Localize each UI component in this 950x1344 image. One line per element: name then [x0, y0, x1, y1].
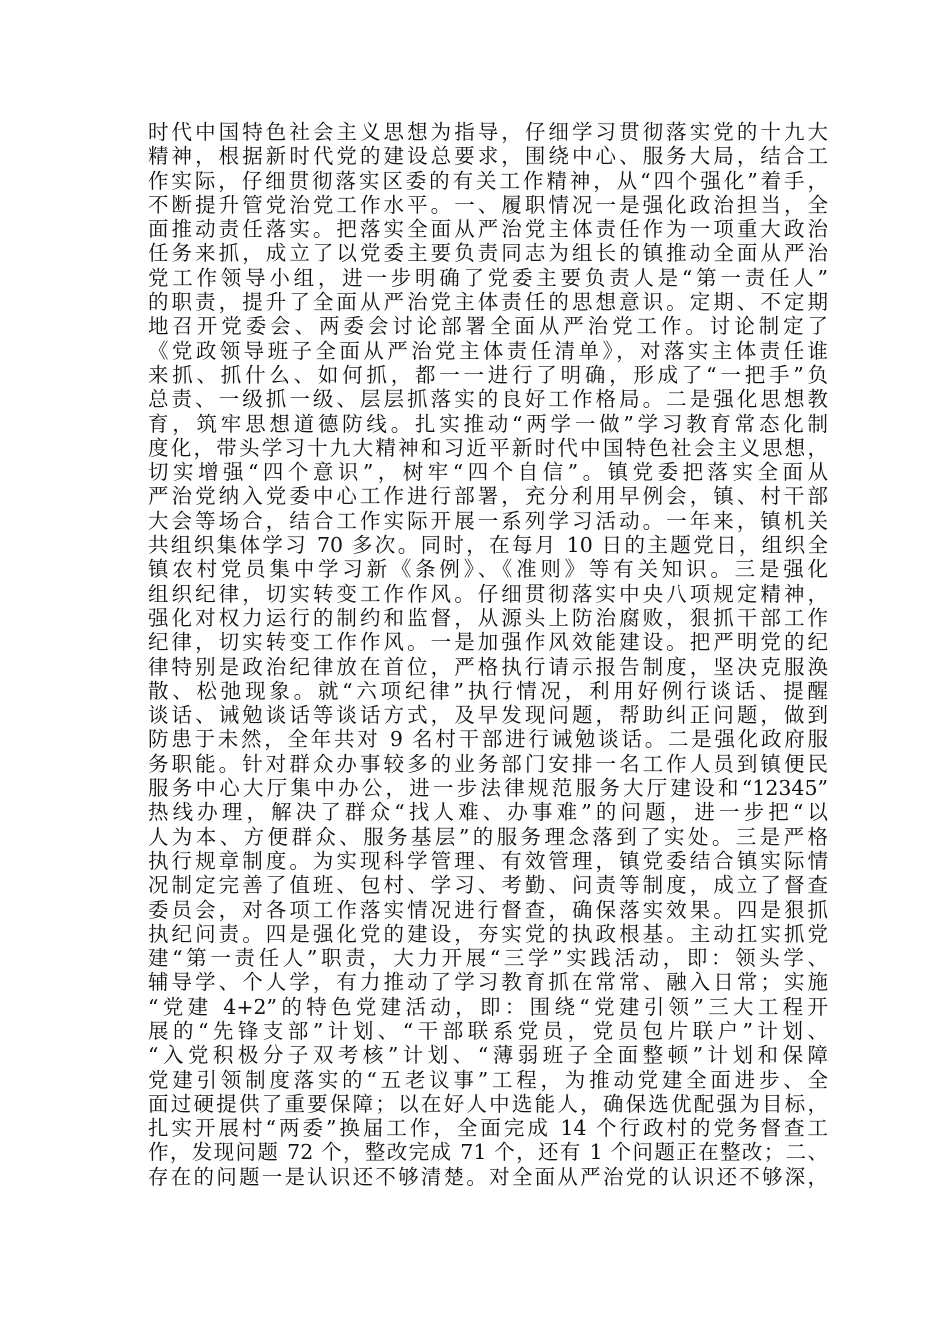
text-line: 大会等场合，结合工作实际开展一系列学习活动。一年来，镇机关	[148, 508, 828, 533]
text-line: 党建引领制度落实的“五老议事”工程，为推动党建全面进步、全	[148, 1067, 828, 1092]
text-line: 地召开党委会、两委会讨论部署全面从严治党工作。讨论制定了	[148, 314, 828, 339]
text-line: 度化，带头学习十九大精神和习近平新时代中国特色社会主义思想，	[148, 435, 828, 460]
text-line: 律特别是政治纪律放在首位，严格执行请示报告制度，坚决克服涣	[148, 654, 828, 679]
text-line: 务职能。针对群众办事较多的业务部门安排一名工作人员到镇便民	[148, 751, 828, 776]
text-line: 执行规章制度。为实现科学管理、有效管理，镇党委结合镇实际情	[148, 848, 828, 873]
text-line: 面过硬提供了重要保障；以在好人中选能人，确保选优配强为目标，	[148, 1091, 828, 1116]
text-line: 的职责，提升了全面从严治党主体责任的思想意识。定期、不定期	[148, 290, 828, 315]
text-line: 执纪问责。四是强化党的建设，夯实党的执政根基。主动扛实抓党	[148, 921, 828, 946]
text-line: 育，筑牢思想道德防线。扎实推动“两学一做”学习教育常态化制	[148, 411, 828, 436]
text-line: 党工作领导小组，进一步明确了党委主要负责人是“第一责任人”	[148, 265, 828, 290]
text-line: 况制定完善了值班、包村、学习、考勤、问责等制度，成立了督查	[148, 873, 828, 898]
text-line: 不断提升管党治党工作水平。一、履职情况一是强化政治担当，全	[148, 192, 828, 217]
text-line: 任务来抓，成立了以党委主要负责同志为组长的镇推动全面从严治	[148, 241, 828, 266]
text-line: 展的“先锋支部”计划、“干部联系党员，党员包片联户”计划、	[148, 1018, 828, 1043]
text-line: 共组织集体学习 70 多次。同时，在每月 10 日的主题党日，组织全	[148, 533, 828, 558]
text-line: 委员会，对各项工作落实情况进行督查，确保落实效果。四是狠抓	[148, 897, 828, 922]
text-line: 纪律，切实转变工作作风。一是加强作风效能建设。把严明党的纪	[148, 630, 828, 655]
text-line: 《党政领导班子全面从严治党主体责任清单》，对落实主体责任谁	[148, 338, 828, 363]
text-line: 时代中国特色社会主义思想为指导，仔细学习贯彻落实党的十九大	[148, 120, 828, 144]
text-line: 强化对权力运行的制约和监督，从源头上防治腐败，狠抓干部工作	[148, 605, 828, 630]
text-line: 存在的问题一是认识还不够清楚。对全面从严治党的认识还不够深，	[148, 1164, 828, 1189]
text-line: 作实际，仔细贯彻落实区委的有关工作精神，从“四个强化”着手，	[148, 168, 828, 193]
text-line: 热线办理，解决了群众“找人难、办事难”的问题，进一步把“以	[148, 800, 828, 825]
text-line: 组织纪律，切实转变工作作风。仔细贯彻落实中央八项规定精神，	[148, 581, 828, 606]
text-line: 精神，根据新时代党的建设总要求，围绕中心、服务大局，结合工	[148, 144, 828, 169]
text-line: 来抓、抓什么、如何抓，都一一进行了明确，形成了“一把手”负	[148, 362, 828, 387]
text-line: 建“第一责任人”职责，大力开展“三学”实践活动，即：领头学、	[148, 946, 828, 971]
text-line: 服务中心大厅集中办公，进一步法律规范服务大厅建设和“12345”	[148, 776, 828, 801]
text-line: 扎实开展村“两委”换届工作，全面完成 14 个行政村的党务督查工	[148, 1116, 828, 1141]
text-line: 人为本、方便群众、服务基层”的服务理念落到了实处。三是严格	[148, 824, 828, 849]
text-line: 镇农村党员集中学习新《条例》、《准则》等有关知识。三是强化	[148, 557, 828, 582]
text-line: 面推动责任落实。把落实全面从严治党主体责任作为一项重大政治	[148, 217, 828, 242]
text-line: 辅导学、个人学，有力推动了学习教育抓在常常、融入日常；实施	[148, 970, 828, 995]
text-line: 作，发现问题 72 个，整改完成 71 个，还有 1 个问题正在整改；二、	[148, 1140, 828, 1165]
text-line: “入党积极分子双考核”计划、“薄弱班子全面整顿”计划和保障	[148, 1043, 828, 1068]
text-line: 防患于未然，全年共对 9 名村干部进行诫勉谈话。二是强化政府服	[148, 727, 828, 752]
body-text	[148, 120, 828, 1189]
text-line: 严治党纳入党委中心工作进行部署，充分利用早例会，镇、村干部	[148, 484, 828, 509]
text-line: 散、松弛现象。就“六项纪律”执行情况，利用好例行谈话、提醒	[148, 678, 828, 703]
text-line: 切实增强“四个意识”，树牢“四个自信”。镇党委把落实全面从	[148, 460, 828, 485]
text-line: “党建 4+2”的特色党建活动，即：围绕“党建引领”三大工程开	[148, 994, 828, 1019]
text-line: 总责、一级抓一级、层层抓落实的良好工作格局。二是强化思想教	[148, 387, 828, 412]
text-line: 谈话、诫勉谈话等谈话方式，及早发现问题，帮助纠正问题，做到	[148, 703, 828, 728]
